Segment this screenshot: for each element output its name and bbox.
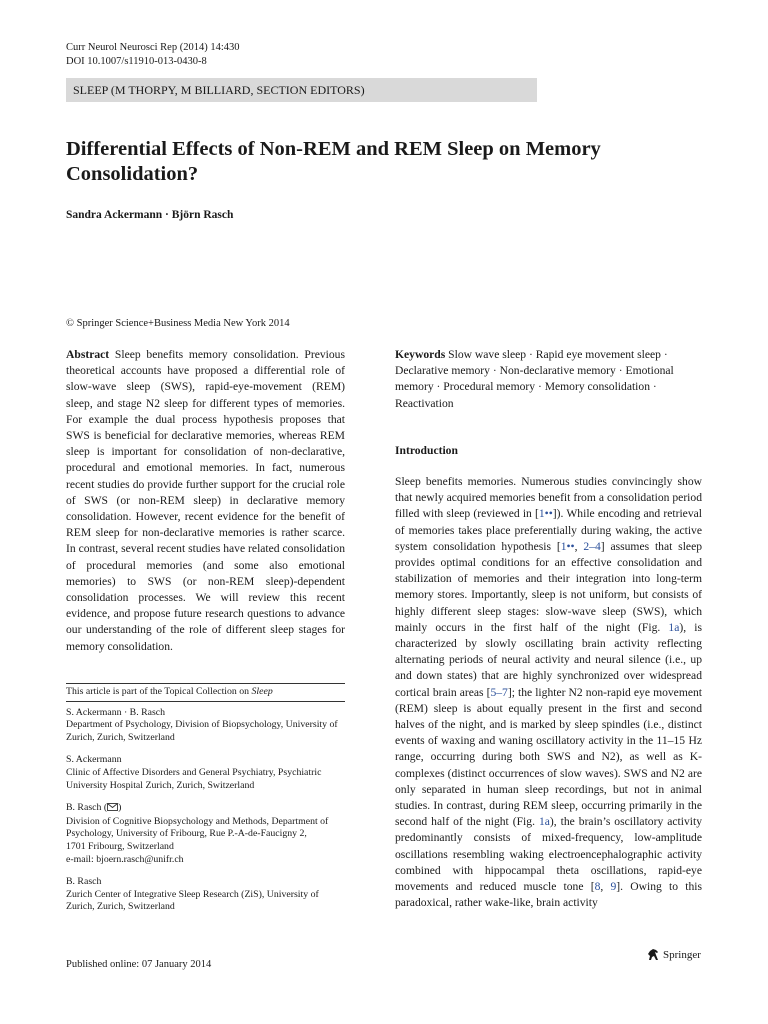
publisher-logo bbox=[646, 948, 701, 961]
keywords bbox=[395, 347, 702, 412]
affiliation-line: Zurich Center of Integrative Sleep Research (ZiS), University of bbox=[66, 888, 319, 900]
article-title: Differential Effects of Non-REM and REM Sleep on Memory Consolidation? bbox=[66, 138, 601, 185]
abstract-text: Sleep benefits memory consolidation. Previous theoretical accounts have proposed a differential role of slow-wave sleep (SWS), rapid-eye-movement (REM) sleep, and stage N2 sleep for different types of memories. For example the dual process hypothesis proposes that SWS is beneficial for declarative memories, whereas REM sleep is important for consolidation of non-declarative, procedural and emotional memories. In fact, numerous recent studies do provide further support for the crucial role of SWS (or non-REM sleep) in declarative memory consolidation. However, recent evidence for the benefit of REM sleep for non-declarative memories is rather scarce. In contrast, several recent studies have related consolidation of procedural memories (and some also emotional memories) to SWS (or non-REM sleep)-dependent consolidation processes. We will review this recent evidence, and propose future research questions to advance our understanding of the role of different sleep stages for memory consolidation. bbox=[66, 348, 345, 653]
keywords-label: Keywords bbox=[395, 348, 446, 361]
affiliation-block bbox=[66, 754, 345, 792]
affiliation-line: Zurich, Zurich, Switzerland bbox=[66, 731, 175, 743]
affiliation-block bbox=[66, 802, 345, 866]
affiliation-block bbox=[66, 707, 345, 745]
intro-text: ]). While encoding and retrieval of memories takes place preferentially during waking, the active system consolidation hypothesis [ bbox=[395, 507, 702, 553]
published-date: Published online: 07 January 2014 bbox=[66, 959, 212, 970]
affiliation-line: Psychology, University of Fribourg, Rue P.-A-de-Faucigny 2, bbox=[66, 828, 307, 840]
email-address[interactable]: e-mail: bjoern.rasch@unifr.ch bbox=[66, 853, 184, 865]
intro-text: ), the brain’s oscillatory activity predominantly consists of mixed-frequency, low-amplitude oscillations resembling waking electroencephalographic activity combined with hippocampal theta oscillations, rapid-eye movements and reduced muscle tone [ bbox=[395, 815, 702, 894]
citation-link[interactable]: 1•• bbox=[538, 507, 553, 521]
intro-text: ] assumes that sleep provides optimal conditions for an effective consolidation and stabilization of memories and their integration into long-term memory stores. Importantly, sleep is not uniform, but consists of highly different sleep stages: slow-wave sleep (SWS), which mainly occurs in the first half of the night (Fig. bbox=[395, 539, 703, 634]
citation-link[interactable]: 9 bbox=[610, 880, 617, 894]
copyright-notice: © Springer Science+Business Media New York 2014 bbox=[66, 318, 290, 329]
affiliation-authors: S. Ackermann · B. Rasch bbox=[66, 706, 166, 718]
affiliation-line: Zurich, Zurich, Switzerland bbox=[66, 901, 175, 913]
doi: DOI 10.1007/s11910-013-0430-8 bbox=[66, 56, 207, 67]
introduction-heading: Introduction bbox=[395, 444, 458, 457]
citation-link[interactable]: 1•• bbox=[560, 539, 575, 553]
keywords-text: Slow wave sleep · Rapid eye movement sleep · Declarative memory · Non-declarative memory · Emotional memory · Procedural memory · Memory consolidation · Reactivation bbox=[395, 348, 674, 410]
topical-prefix: This article is part of the Topical Collection on bbox=[66, 686, 252, 697]
author-list: Sandra Ackermann · Björn Rasch bbox=[66, 209, 234, 221]
abstract bbox=[66, 347, 345, 655]
journal-header bbox=[66, 41, 240, 69]
author-name-end: ) bbox=[118, 802, 122, 814]
affiliation-authors: B. Rasch bbox=[66, 876, 102, 888]
figure-link[interactable]: 1a bbox=[538, 815, 550, 829]
affiliation-line: University Hospital Zurich, Zurich, Switzerland bbox=[66, 779, 255, 791]
citation-link[interactable]: 2–4 bbox=[583, 539, 601, 553]
affiliation-line: 1701 Fribourg, Switzerland bbox=[66, 840, 174, 852]
affiliation-block bbox=[66, 876, 345, 914]
affiliation-line: Division of Cognitive Biopsychology and Methods, Department of bbox=[66, 815, 329, 827]
publisher-name: Springer bbox=[663, 948, 701, 961]
springer-horse-icon bbox=[646, 948, 660, 961]
abstract-label: Abstract bbox=[66, 348, 110, 361]
introduction-body bbox=[395, 474, 702, 911]
intro-text: ]. Owing to this paradoxical, rather wake-like, brain activity bbox=[395, 880, 702, 910]
figure-link[interactable]: 1a bbox=[668, 620, 680, 634]
intro-text: , bbox=[600, 880, 611, 894]
journal-citation: Curr Neurol Neurosci Rep (2014) 14:430 bbox=[66, 42, 240, 53]
author-name: B. Rasch ( bbox=[66, 802, 108, 814]
section-editors-bar: SLEEP (M THORPY, M BILLIARD, SECTION EDITORS) bbox=[66, 78, 537, 102]
affiliation-line: Department of Psychology, Division of Biopsychology, University of bbox=[66, 719, 338, 731]
topical-collection-name: Sleep bbox=[251, 686, 273, 697]
envelope-icon[interactable] bbox=[107, 803, 118, 816]
footnote-divider bbox=[66, 683, 345, 684]
intro-text: ), is characterized by slowly oscillating brain activity reflecting alternating periods of neural activity and neural silence (i.e., up and down states) that are highly synchronized over widespread cortical brain areas [ bbox=[395, 620, 702, 699]
intro-text: Sleep benefits memories. Numerous studies convincingly show that newly acquired memories benefit from a consolidation period filled with sleep (reviewed in [ bbox=[395, 475, 702, 521]
citation-link[interactable]: 5–7 bbox=[490, 685, 508, 699]
affiliations bbox=[66, 687, 345, 924]
intro-text: , bbox=[574, 539, 584, 553]
citation-link[interactable]: 8 bbox=[594, 880, 601, 894]
affiliation-line: Clinic of Affective Disorders and General Psychiatry, Psychiatric bbox=[66, 766, 322, 778]
affiliation-authors: S. Ackermann bbox=[66, 754, 122, 766]
intro-text: ]; the lighter N2 non-rapid eye movement (REM) sleep is about equally present in the first and second halves of the night, and is marked by sleep spindles (i.e., distinct events of waxing and waning oscillatory activity in the 11–15 Hz range, occurring during both SWS and N2), as well as K-complexes (distinct occurrences of slow waves). SWS and N2 are only separated in human sleep recordings, but not in animal studies. In contrast, during REM sleep, occurring primarily in the second half of the night (Fig. bbox=[395, 685, 703, 829]
affiliation-authors bbox=[66, 802, 345, 816]
topical-collection-note bbox=[66, 686, 345, 699]
